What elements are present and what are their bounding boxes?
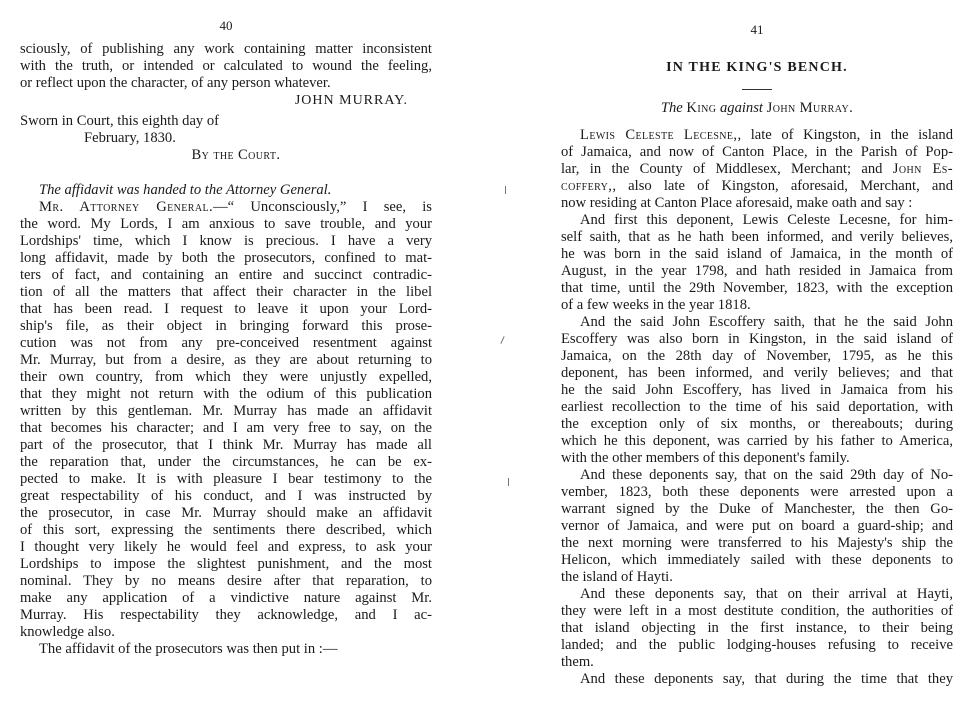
text-line: that has been read. I request to leave it upon your Lord- [20, 301, 432, 317]
sworn-date: February, 1830. [84, 130, 176, 146]
court-heading: IN THE KING'S BENCH. [666, 60, 848, 75]
left-page-text [20, 41, 432, 658]
text-fragment: , also late of Kingston, aforesaid, Merchant, and [612, 178, 953, 194]
text-line: And these deponents say, that on the said 29th day of No- [580, 467, 953, 483]
right-page-text [561, 127, 953, 688]
text-line: with the truth, or intended or calculated to wound the feeling, [20, 58, 432, 74]
text-line: with the other members of this deponent's family. [561, 450, 850, 466]
text-line: part of the prosecutor, that I think Mr. Murray has made all [20, 437, 432, 453]
text-line: the exception only of six months, or thereabouts; during [561, 416, 953, 432]
text-line: the word. My Lords, I am anxious to save trouble, and your [20, 216, 432, 232]
gutter-mark [500, 336, 504, 344]
text-line: deponent, has been informed, and verily believes; and that [561, 365, 953, 381]
text-line: Lordships' time, which I know is precious. I have a very [20, 233, 432, 249]
text-line: great respectability of his conduct, and I was instructed by [20, 488, 432, 504]
text-line: Helicon, which immediately sailed with these deponents to [561, 552, 953, 568]
text-line: And the said John Escoffery saith, that he the said John [580, 314, 953, 330]
by-the-court: By the Court. [191, 147, 281, 163]
text-line: he was born in the said island of Jamaica, in the month of [561, 246, 953, 262]
text-line: tion of all the matters that affect their character in the libel [20, 284, 432, 300]
text-line: Jamaica, on the 28th day of November, 1795, as he this [561, 348, 953, 364]
text-line: long affidavit, made by both the prosecutors, confined to mat- [20, 250, 432, 266]
text-line: them. [561, 654, 594, 670]
text-line: now residing at Canton Place aforesaid, make oath and say : [561, 195, 913, 211]
text-line: pected to make. It is with pleasure I bear testimony to the [20, 471, 432, 487]
text-line: And these deponents say, that on their arrival at Hayti, [580, 586, 953, 602]
text-line: make any application of a vindictive nature against Mr. [20, 590, 432, 606]
text-line: Mr. Murray, but from a desire, as they are about returning to [20, 352, 432, 368]
deponent-name: John Es- [892, 161, 953, 177]
text-line: sciously, of publishing any work containing matter inconsistent [20, 41, 432, 57]
text-line: And these deponents say, that during the time that they [580, 671, 953, 687]
heading-rule [742, 89, 772, 90]
text-line: nominal. They by no means desire after that reparation, to [20, 573, 432, 589]
text-fragment: , late of Kingston, in the island [737, 127, 953, 143]
text-line: they were left in a most destitute condition, the authorities of [561, 603, 953, 619]
page-number: 40 [219, 18, 233, 33]
text-line [561, 161, 953, 178]
text-line: Murray. His respectability they acknowledge, and I ac- [20, 607, 432, 623]
text-line: the reparation that, under the circumstances, he can be ex- [20, 454, 432, 470]
gutter-mark [505, 186, 506, 194]
text-line: landed; and the public lodging-houses refusing to receive [561, 637, 953, 653]
gutter-mark [508, 478, 509, 486]
case-title-against: against [719, 100, 763, 116]
signature-name: JOHN MURRAY. [294, 93, 408, 108]
text-line: the island of Hayti. [561, 569, 673, 585]
text-line: their own country, from which they were unjustly expelled, [20, 369, 432, 385]
right-page [561, 0, 953, 703]
spacer [20, 164, 432, 182]
text-line: of a few weeks in the year 1818. [561, 297, 751, 313]
text-line: vember, 1823, both these deponents were arrested upon a [561, 484, 953, 500]
text-line: I thought very likely he would feel and express, to ask your [20, 539, 432, 555]
text-line: cution was not from any pre-conceived resentment against [20, 335, 432, 351]
deponent-name: Lewis Celeste Lecesne, [580, 127, 738, 143]
left-page [20, 0, 432, 703]
text-line: Escoffery was also born in Kingston, in the said island of [561, 331, 953, 347]
text-line: that time, until the 29th November, 1823, with the exception [561, 280, 953, 296]
text-line: or reflect upon the character, of any person whatever. [20, 75, 331, 91]
text-line [561, 178, 953, 195]
text-line: ters of fact, and containing an entire and succinct contradic- [20, 267, 432, 283]
text-line: that they might not return with the odium of this publication [20, 386, 432, 402]
speaker-text: —“ Unconsciously,” I see, is [213, 199, 432, 215]
text-line: Lordships to impose the slightest punishment, and the most [20, 556, 432, 572]
text-line: he the said John Escoffery, has lived in Jamaica from his [561, 382, 953, 398]
sworn-line: Sworn in Court, this eighth day of [20, 113, 220, 129]
text-line: knowledge also. [20, 624, 115, 640]
case-title-name: John Murray. [766, 100, 854, 116]
text-line: of this sort, expressing the sentiments there described, which [20, 522, 432, 538]
text-line: the prosecutor, in case Mr. Murray should make an affidavit [20, 505, 432, 521]
text-line [20, 199, 432, 216]
text-line: that island objecting in the first instance, to their being [561, 620, 953, 636]
text-line: of Jamaica, and now of Canton Place, in the Parish of Pop- [561, 144, 953, 160]
case-title [561, 100, 953, 117]
text-line: which he this deponent, was carried by his father to America, [561, 433, 953, 449]
text-line: August, in the year 1798, and hath resided in Jamaica from [561, 263, 953, 279]
text-fragment: lar, in the County of Middlesex, Merchant; and [561, 161, 883, 177]
text-line: The affidavit of the prosecutors was then put in :— [39, 641, 338, 657]
text-line: vernor of Jamaica, and were put on board a guard-ship; and [561, 518, 953, 534]
text-line: the next morning were transferred to his Majesty's ship the [561, 535, 953, 551]
italic-note: The affidavit was handed to the Attorney General. [39, 182, 332, 198]
speaker-name: Mr. Attorney General. [39, 199, 214, 215]
text-line: written by this gentleman. Mr. Murray has made an affidavit [20, 403, 432, 419]
text-line: earliest recollection to the time of his said deportation, with [561, 399, 953, 415]
text-line: ship's file, as their object in bringing forward this prose- [20, 318, 432, 334]
page-number: 41 [750, 22, 764, 37]
deponent-name: coffery, [561, 178, 613, 194]
case-title-the: The [660, 100, 683, 116]
text-line: self saith, that as he hath been informed, and verily believes, [561, 229, 953, 245]
text-line: warrant signed by the Duke of Manchester, the then Go- [561, 501, 953, 517]
text-line: And first this deponent, Lewis Celeste Lecesne, for him- [580, 212, 953, 228]
case-title-king: King [686, 100, 717, 116]
text-line [561, 127, 953, 144]
text-line: that becomes his character; and I am very free to say, on the [20, 420, 432, 436]
